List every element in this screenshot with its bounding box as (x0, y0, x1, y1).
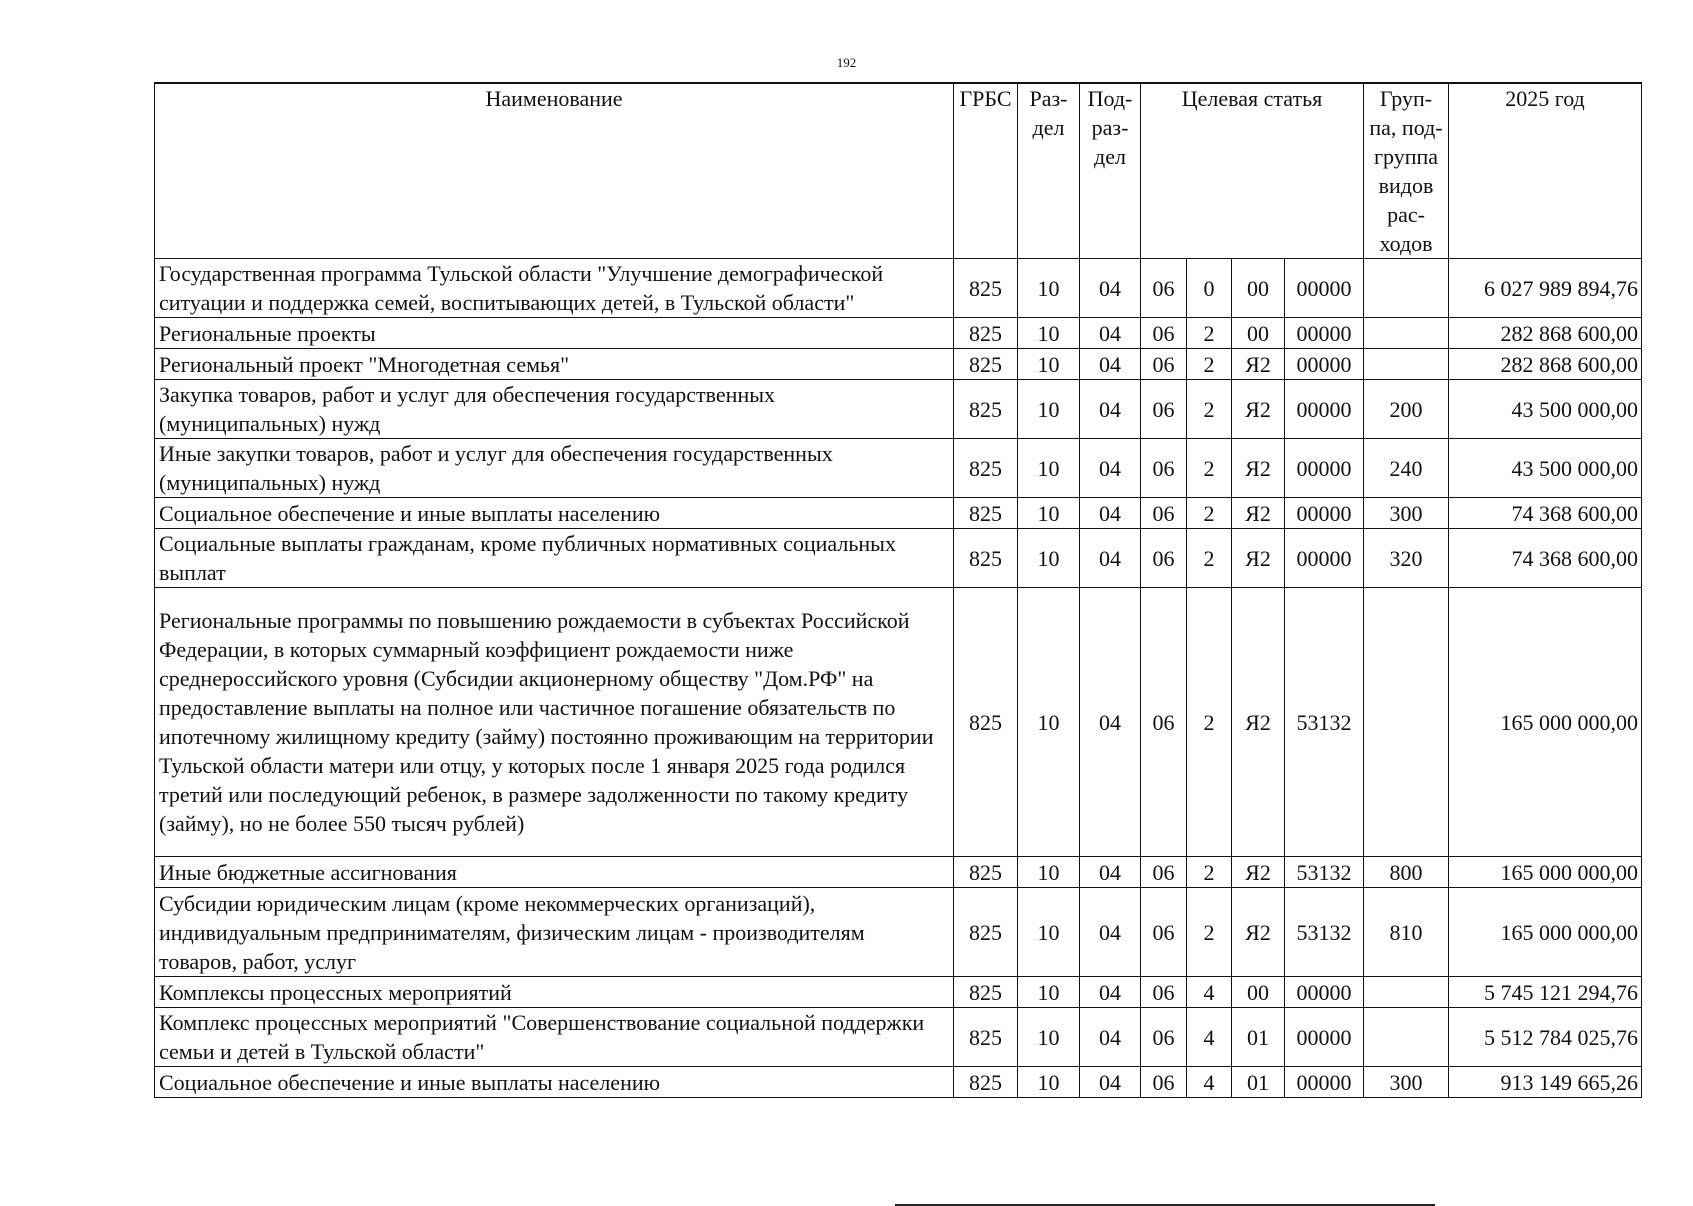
target-direction-cell: 00000 (1285, 439, 1364, 498)
header-target: Целевая статья (1141, 83, 1364, 259)
podrazdel-cell: 04 (1080, 1008, 1141, 1067)
target-program-cell: 06 (1141, 439, 1187, 498)
table-row (155, 259, 1642, 318)
table-row (155, 888, 1642, 977)
name-cell: Социальное обеспечение и иные выплаты населению (155, 1067, 954, 1098)
podrazdel-cell: 04 (1080, 1067, 1141, 1098)
amount-cell: 282 868 600,00 (1449, 349, 1642, 380)
header-name: Наименование (155, 83, 954, 259)
target-subprogram-cell: 2 (1187, 888, 1232, 977)
budget-table (154, 82, 1642, 1098)
table-row (155, 857, 1642, 888)
grbs-cell: 825 (954, 888, 1018, 977)
page-number: 192 (836, 55, 857, 70)
target-direction-cell: 00000 (1285, 259, 1364, 318)
expense-group-cell: 300 (1364, 1067, 1449, 1098)
target-direction-cell: 00000 (1285, 318, 1364, 349)
target-program-cell: 06 (1141, 349, 1187, 380)
target-direction-cell: 00000 (1285, 498, 1364, 529)
amount-cell: 5 745 121 294,76 (1449, 977, 1642, 1008)
target-program-cell: 06 (1141, 588, 1187, 857)
expense-group-cell: 320 (1364, 529, 1449, 588)
target-event-cell: 01 (1232, 1008, 1285, 1067)
expense-group-cell (1364, 259, 1449, 318)
grbs-cell: 825 (954, 529, 1018, 588)
target-event-cell: 00 (1232, 259, 1285, 318)
target-direction-cell: 53132 (1285, 588, 1364, 857)
grbs-cell: 825 (954, 439, 1018, 498)
table-row (155, 318, 1642, 349)
razdel-cell: 10 (1018, 1008, 1080, 1067)
razdel-cell: 10 (1018, 318, 1080, 349)
name-cell: Субсидии юридическим лицам (кроме некоммерческих организаций), индивидуальным предпринимателям, физическим лицам - производителям товаров, работ, услуг (155, 888, 954, 977)
podrazdel-cell: 04 (1080, 977, 1141, 1008)
table-row (155, 588, 1642, 857)
expense-group-cell (1364, 588, 1449, 857)
target-program-cell: 06 (1141, 977, 1187, 1008)
podrazdel-cell: 04 (1080, 439, 1141, 498)
razdel-cell: 10 (1018, 857, 1080, 888)
target-program-cell: 06 (1141, 259, 1187, 318)
name-cell: Региональный проект "Многодетная семья" (155, 349, 954, 380)
razdel-cell: 10 (1018, 529, 1080, 588)
grbs-cell: 825 (954, 380, 1018, 439)
razdel-cell: 10 (1018, 588, 1080, 857)
target-event-cell: Я2 (1232, 888, 1285, 977)
target-subprogram-cell: 2 (1187, 857, 1232, 888)
target-event-cell: Я2 (1232, 349, 1285, 380)
expense-group-cell: 800 (1364, 857, 1449, 888)
table-row (155, 349, 1642, 380)
target-direction-cell: 00000 (1285, 349, 1364, 380)
amount-cell: 282 868 600,00 (1449, 318, 1642, 349)
target-program-cell: 06 (1141, 380, 1187, 439)
razdel-cell: 10 (1018, 439, 1080, 498)
name-cell: Региональные проекты (155, 318, 954, 349)
razdel-cell: 10 (1018, 259, 1080, 318)
name-cell: Региональные программы по повышению рождаемости в субъектах Российской Федерации, в которых суммарный коэффициент рождаемости ниже среднероссийского уровня (Субсидии акционерному обществу "Дом.РФ" на предоставление выплаты на полное или частичное погашение обязательств по ипотечному жилищному кредиту (займу) постоянно проживающим на территории Тульской области матери или отцу, у которых после 1 января 2025 года родился третий или последующий ребенок, в размере задолженности по такому кредиту (займу), но не более 550 тысяч рублей) (155, 588, 954, 857)
expense-group-cell: 300 (1364, 498, 1449, 529)
name-cell: Иные закупки товаров, работ и услуг для обеспечения государственных (муниципальных) нужд (155, 439, 954, 498)
amount-cell: 165 000 000,00 (1449, 588, 1642, 857)
podrazdel-cell: 04 (1080, 498, 1141, 529)
target-event-cell: Я2 (1232, 380, 1285, 439)
target-program-cell: 06 (1141, 888, 1187, 977)
amount-cell: 43 500 000,00 (1449, 439, 1642, 498)
amount-cell: 74 368 600,00 (1449, 529, 1642, 588)
target-direction-cell: 00000 (1285, 1008, 1364, 1067)
expense-group-cell: 810 (1364, 888, 1449, 977)
amount-cell: 165 000 000,00 (1449, 857, 1642, 888)
target-event-cell: Я2 (1232, 857, 1285, 888)
razdel-cell: 10 (1018, 349, 1080, 380)
target-direction-cell: 00000 (1285, 1067, 1364, 1098)
target-direction-cell: 53132 (1285, 888, 1364, 977)
razdel-cell: 10 (1018, 888, 1080, 977)
table-row (155, 529, 1642, 588)
target-program-cell: 06 (1141, 318, 1187, 349)
podrazdel-cell: 04 (1080, 380, 1141, 439)
target-subprogram-cell: 2 (1187, 498, 1232, 529)
name-cell: Иные бюджетные ассигнования (155, 857, 954, 888)
grbs-cell: 825 (954, 1067, 1018, 1098)
target-event-cell: Я2 (1232, 439, 1285, 498)
target-subprogram-cell: 4 (1187, 977, 1232, 1008)
podrazdel-cell: 04 (1080, 857, 1141, 888)
name-cell: Закупка товаров, работ и услуг для обеспечения государственных (муниципальных) нужд (155, 380, 954, 439)
header-row (155, 83, 1642, 259)
target-subprogram-cell: 4 (1187, 1067, 1232, 1098)
target-program-cell: 06 (1141, 498, 1187, 529)
grbs-cell: 825 (954, 498, 1018, 529)
razdel-cell: 10 (1018, 380, 1080, 439)
grbs-cell: 825 (954, 259, 1018, 318)
expense-group-cell: 240 (1364, 439, 1449, 498)
razdel-cell: 10 (1018, 977, 1080, 1008)
expense-group-cell (1364, 318, 1449, 349)
target-event-cell: 00 (1232, 977, 1285, 1008)
target-event-cell: Я2 (1232, 498, 1285, 529)
razdel-cell: 10 (1018, 1067, 1080, 1098)
podrazdel-cell: 04 (1080, 318, 1141, 349)
target-program-cell: 06 (1141, 857, 1187, 888)
expense-group-cell: 200 (1364, 380, 1449, 439)
name-cell: Комплексы процессных мероприятий (155, 977, 954, 1008)
header-group: Груп- па, под- группа видов рас- ходов (1364, 83, 1449, 259)
table-row (155, 439, 1642, 498)
target-program-cell: 06 (1141, 1008, 1187, 1067)
podrazdel-cell: 04 (1080, 529, 1141, 588)
target-event-cell: 01 (1232, 1067, 1285, 1098)
podrazdel-cell: 04 (1080, 349, 1141, 380)
target-subprogram-cell: 2 (1187, 588, 1232, 857)
amount-cell: 43 500 000,00 (1449, 380, 1642, 439)
expense-group-cell (1364, 349, 1449, 380)
header-grbs: ГРБС (954, 83, 1018, 259)
target-direction-cell: 00000 (1285, 977, 1364, 1008)
table-row (155, 1067, 1642, 1098)
target-subprogram-cell: 2 (1187, 529, 1232, 588)
podrazdel-cell: 04 (1080, 588, 1141, 857)
header-razdel: Раз- дел (1018, 83, 1080, 259)
target-direction-cell: 00000 (1285, 529, 1364, 588)
grbs-cell: 825 (954, 857, 1018, 888)
podrazdel-cell: 04 (1080, 888, 1141, 977)
table-row (155, 498, 1642, 529)
target-program-cell: 06 (1141, 1067, 1187, 1098)
target-subprogram-cell: 0 (1187, 259, 1232, 318)
grbs-cell: 825 (954, 588, 1018, 857)
amount-cell: 74 368 600,00 (1449, 498, 1642, 529)
grbs-cell: 825 (954, 318, 1018, 349)
expense-group-cell (1364, 1008, 1449, 1067)
target-event-cell: Я2 (1232, 588, 1285, 857)
grbs-cell: 825 (954, 1008, 1018, 1067)
grbs-cell: 825 (954, 349, 1018, 380)
amount-cell: 913 149 665,26 (1449, 1067, 1642, 1098)
target-program-cell: 06 (1141, 529, 1187, 588)
target-subprogram-cell: 2 (1187, 349, 1232, 380)
name-cell: Государственная программа Тульской области "Улучшение демографической ситуации и поддержка семей, воспитывающих детей, в Тульской области" (155, 259, 954, 318)
target-subprogram-cell: 2 (1187, 439, 1232, 498)
amount-cell: 6 027 989 894,76 (1449, 259, 1642, 318)
amount-cell: 165 000 000,00 (1449, 888, 1642, 977)
name-cell: Социальное обеспечение и иные выплаты населению (155, 498, 954, 529)
target-subprogram-cell: 2 (1187, 318, 1232, 349)
name-cell: Комплекс процессных мероприятий "Совершенствование социальной поддержки семьи и детей в Тульской области" (155, 1008, 954, 1067)
target-subprogram-cell: 2 (1187, 380, 1232, 439)
target-direction-cell: 00000 (1285, 380, 1364, 439)
razdel-cell: 10 (1018, 498, 1080, 529)
table-row (155, 1008, 1642, 1067)
name-cell: Социальные выплаты гражданам, кроме публичных нормативных социальных выплат (155, 529, 954, 588)
grbs-cell: 825 (954, 977, 1018, 1008)
amount-cell: 5 512 784 025,76 (1449, 1008, 1642, 1067)
target-subprogram-cell: 4 (1187, 1008, 1232, 1067)
target-direction-cell: 53132 (1285, 857, 1364, 888)
table-row (155, 380, 1642, 439)
table-row (155, 977, 1642, 1008)
target-event-cell: 00 (1232, 318, 1285, 349)
header-podrazdel: Под- раз- дел (1080, 83, 1141, 259)
podrazdel-cell: 04 (1080, 259, 1141, 318)
header-year: 2025 год (1449, 83, 1642, 259)
expense-group-cell (1364, 977, 1449, 1008)
target-event-cell: Я2 (1232, 529, 1285, 588)
